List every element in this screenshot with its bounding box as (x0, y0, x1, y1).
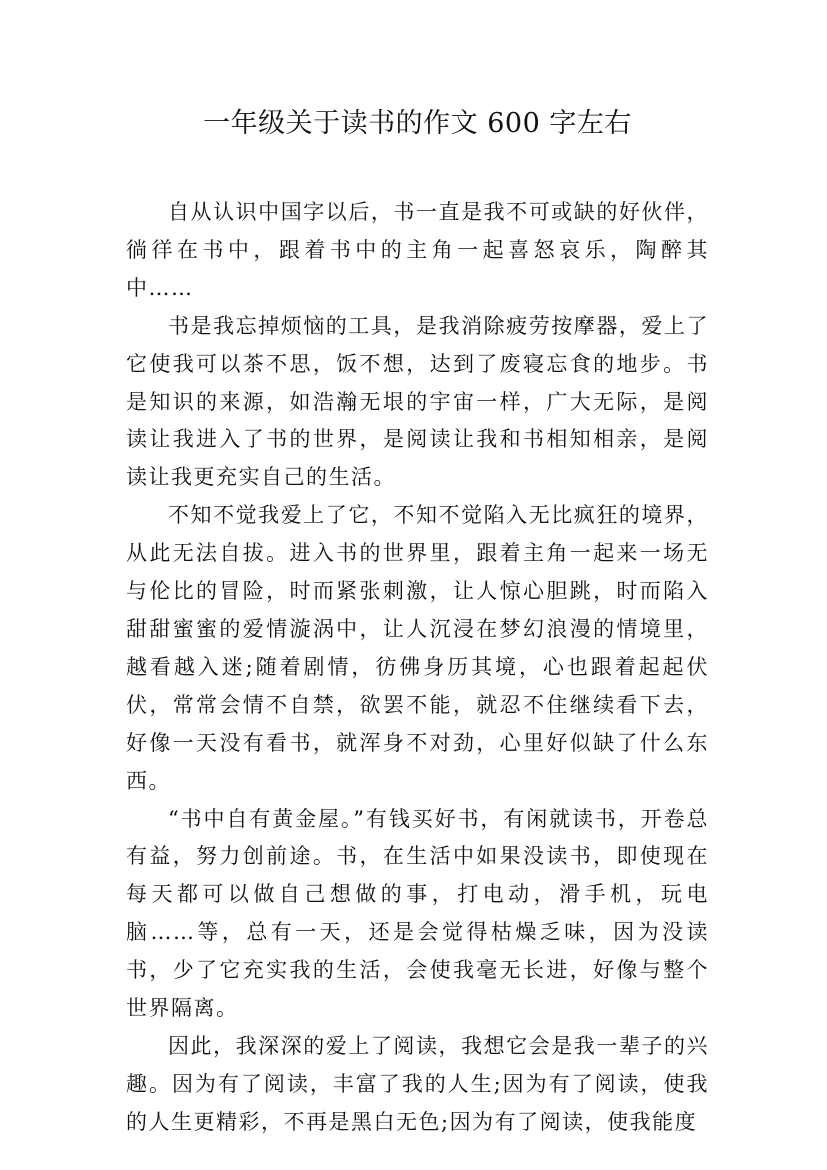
paragraph-3: 不知不觉我爱上了它，不知不觉陷入无比疯狂的境界，从此无法自拔。进入书的世界里，跟着主角一起来一场无与伦比的冒险，时而紧张刺激，让人惊心胆跳，时而陷入甜甜蜜蜜的爱情漩涡中，让人沉浸在梦幻浪漫的情境里，越看越入迷;随着剧情，彷佛身历其境，心也跟着起起伏伏，常常会情不自禁，欲罢不能，就忍不住继续看下去，好像一天没有看书，就浑身不对劲，心里好似缺了什么东西。 (126, 503, 709, 793)
paragraph-4: “书中自有黄金屋。”有钱买好书，有闲就读书，开卷总有益，努力创前途。书，在生活中如果没读书，即使现在每天都可以做自己想做的事，打电动，滑手机，玩电脑……等，总有一天，还是会觉得枯燥乏味，因为没读书，少了它充实我的生活，会使我毫无长进，好像与整个世界隔离。 (126, 806, 709, 1021)
paragraph-1: 自从认识中国字以后，书一直是我不可或缺的好伙伴，徜徉在书中，跟着书中的主角一起喜怒哀乐，陶醉其中…… (126, 200, 709, 300)
paragraph-2: 书是我忘掉烦恼的工具，是我消除疲劳按摩器，爱上了它使我可以茶不思，饭不想，达到了废寝忘食的地步。书是知识的来源，如浩瀚无垠的宇宙一样，广大无际，是阅读让我进入了书的世界，是阅读让我和书相知相亲，是阅读让我更充实自己的生活。 (126, 313, 709, 490)
essay-title: 一年级关于读书的作文 600 字左右 (203, 108, 632, 139)
essay-body (126, 194, 709, 1142)
paragraph-5: 因此，我深深的爱上了阅读，我想它会是我一辈子的兴趣。因为有了阅读，丰富了我的人生;因为有了阅读，使我的人生更精彩，不再是黑白无色;因为有了阅读，使我能度 (126, 1033, 709, 1134)
